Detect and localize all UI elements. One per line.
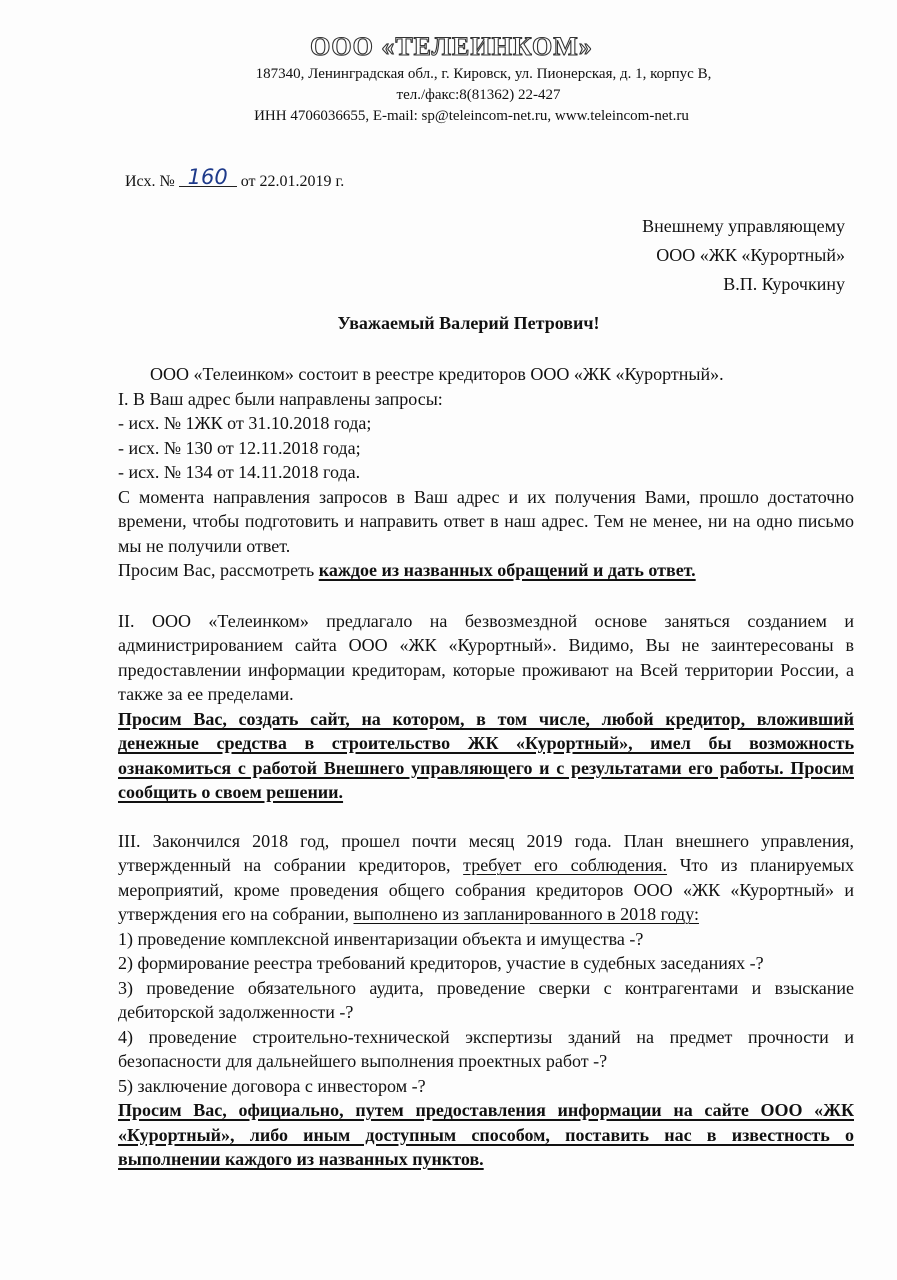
section-3-text-a-underlined: требует его соблюдения.	[463, 855, 668, 875]
section-3-text-a: III. Закончился 2018 год, прошел почти месяц 2019 года. План внешнего управления, утвержденный на собрании кредиторов,	[118, 830, 854, 875]
section-3-request: Просим Вас, официально, путем предоставления информации на сайте ООО «ЖК «Курортный», либо иным доступным способом, поставить нас в известность о выполнении каждого из названных пунктов.	[118, 1100, 854, 1169]
letterhead	[0, 32, 897, 127]
section-2-text: II. ООО «Телеинком» предлагало на безвозмездной основе заняться созданием и администрированием сайта ООО «ЖК «Курортный». Видимо, Вы не заинтересованы в предоставлении информации кредиторам, которые проживают на Всей территории России, а также за ее пределами.	[118, 610, 854, 704]
addressee-name: В.П. Курочкину	[723, 274, 845, 294]
section-1-text: С момента направления запросов в Ваш адрес и их получения Вами, прошло достаточно времени, чтобы подготовить и направить ответ в наш адрес. Тем не менее, ни на одно письмо мы не получили ответ.	[118, 486, 854, 556]
outgoing-number: 160	[179, 168, 237, 187]
section-3-item: 1) проведение комплексной инвентаризации объекта и имущества -?	[118, 928, 644, 949]
outgoing-prefix: Исх. №	[125, 173, 175, 190]
salutation: Уважаемый Валерий Петрович!	[337, 313, 600, 333]
addressee-organization: ООО «ЖК «Курортный»	[656, 245, 845, 265]
addressee-position: Внешнему управляющему	[642, 216, 845, 236]
company-phone: тел./факс:8(81362) 22-427	[396, 87, 561, 103]
outgoing-date: от 22.01.2019 г.	[240, 173, 345, 190]
section-3-item: 2) формирование реестра требований кредиторов, участие в судебных заседаниях -?	[118, 953, 764, 973]
section-3-item: 5) заключение договора с инвестором -?	[118, 1075, 426, 1096]
section-3-item: 4) проведение строительно-технической экспертизы зданий на предмет прочности и безопасности для дальнейшего выполнения проектных работ -?	[118, 1026, 854, 1071]
section-3-text	[118, 829, 854, 927]
company-inn-email: ИНН 4706036655, E-mail: sp@teleincom-net.ru, www.teleincom-net.ru	[254, 108, 689, 124]
section-1-item: - исх. № 134 от 14.11.2018 года.	[118, 462, 361, 482]
company-name: ООО «ТЕЛЕИНКОМ»	[310, 32, 593, 61]
section-1-item: - исх. № 130 от 12.11.2018 года;	[118, 437, 361, 458]
section-3-item: 3) проведение обязательного аудита, проведение сверки с контрагентами и взыскание дебиторской задолженности -?	[118, 977, 854, 1022]
addressee-block	[642, 212, 845, 299]
section-3-text-b: Что из планируемых мероприятий, кроме проведения общего собрания кредиторов ООО «ЖК «Курортный» и утверждения его на собрании,	[118, 855, 855, 924]
outgoing-reference	[125, 165, 345, 193]
section-3-text-b-underlined: выполнено из запланированного в 2018 году:	[353, 904, 699, 924]
section-1-item: - исх. № 1ЖК от 31.10.2018 года;	[118, 413, 372, 433]
section-1-request-plain: Просим Вас, рассмотреть	[118, 560, 319, 580]
section-1-request	[118, 558, 854, 583]
section-2-request: Просим Вас, создать сайт, на котором, в том числе, любой кредитор, вложивший денежные средства в строительство ЖК «Курортный», имел бы возможность ознакомиться с работой Внешнего управляющего и с результатами его работы. Просим сообщить о своем решении.	[118, 708, 854, 802]
letter-body	[118, 362, 854, 1172]
intro-paragraph: ООО «Телеинком» состоит в реестре кредиторов ООО «ЖК «Курортный».	[150, 364, 724, 384]
company-address: 187340, Ленинградская обл., г. Кировск, ул. Пионерская, д. 1, корпус В,	[255, 66, 712, 82]
section-1-request-emphasis: каждое из названных обращений и дать ответ.	[318, 560, 696, 580]
section-1-lead: I. В Ваш адрес были направлены запросы:	[118, 388, 443, 409]
